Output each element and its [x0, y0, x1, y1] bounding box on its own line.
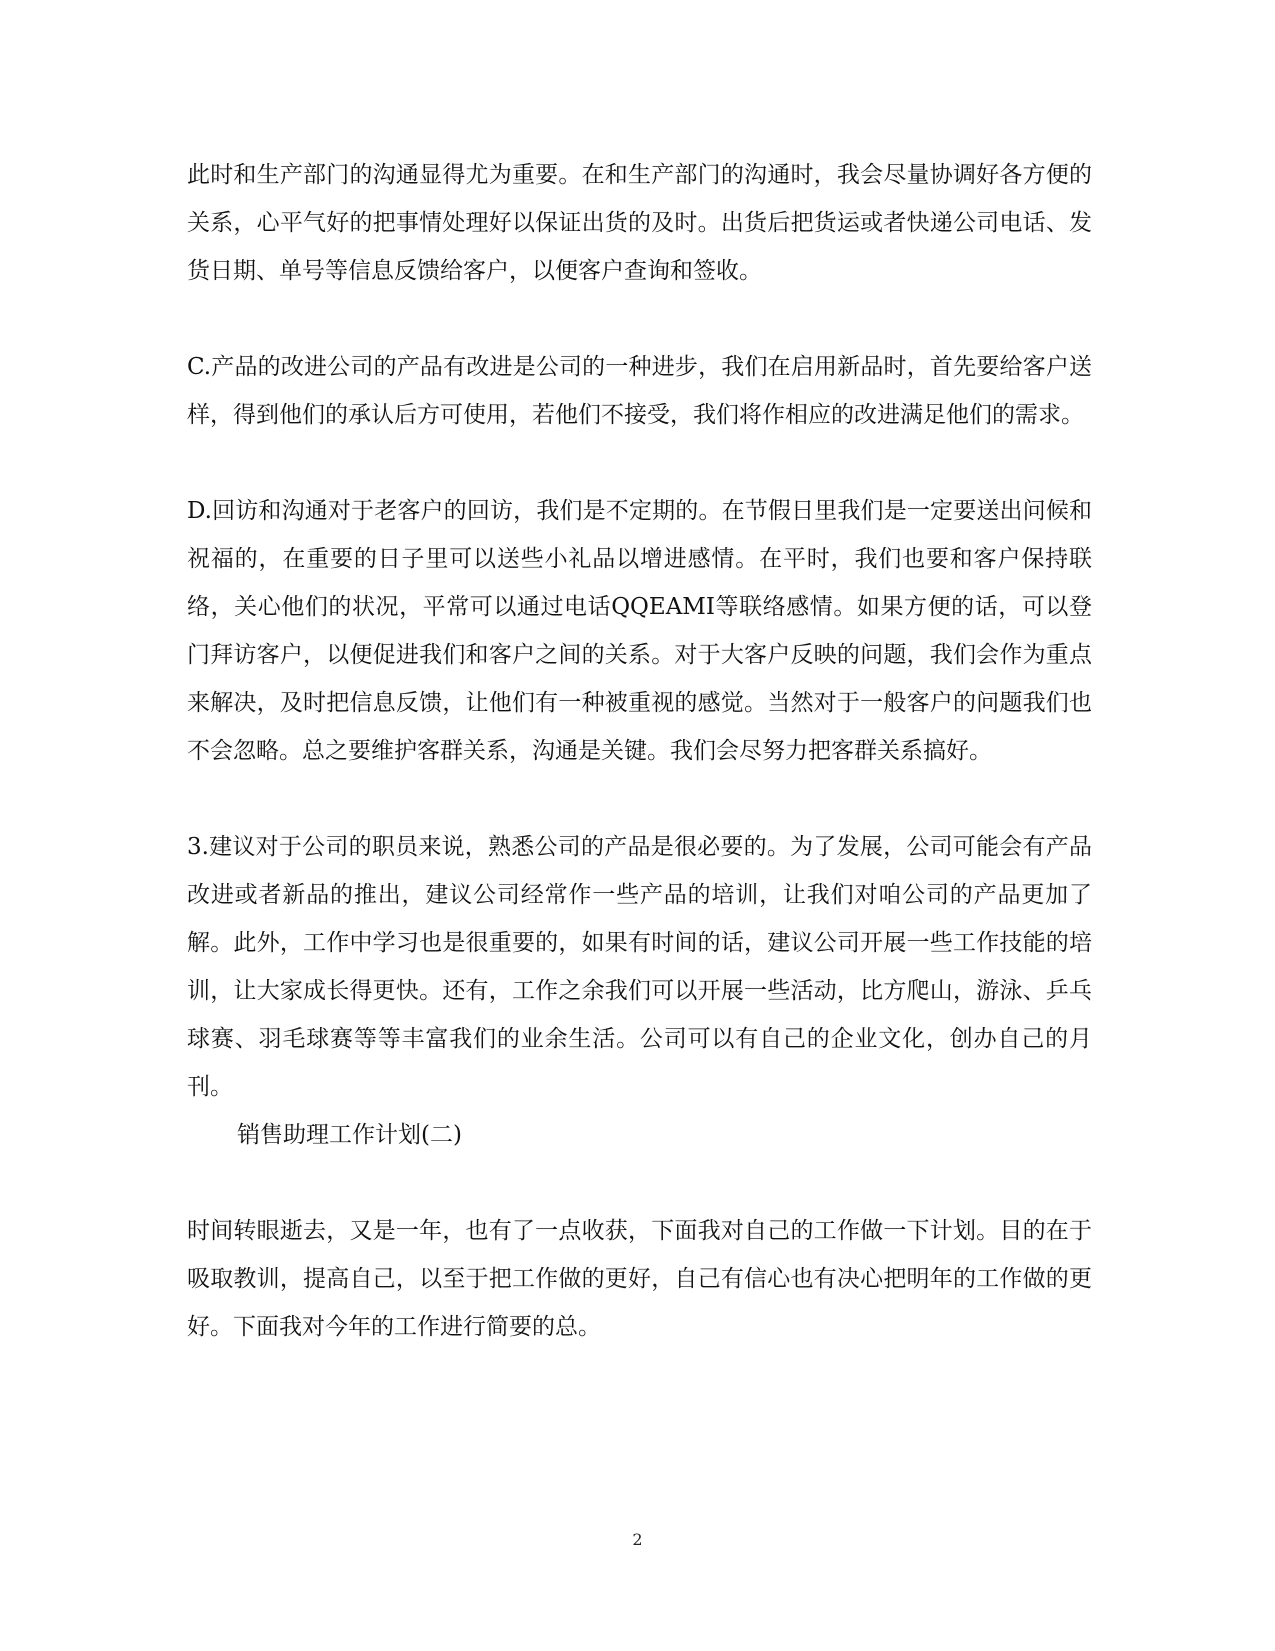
paragraph-product-improvement: C.产品的改进公司的产品有改进是公司的一种进步，我们在启用新品时，首先要给客户送样，得到他们的承认后方可使用，若他们不接受，我们将作相应的改进满足他们的需求。 — [187, 354, 1092, 428]
document-body — [187, 151, 1092, 1399]
page-number: 2 — [632, 1530, 643, 1549]
section-heading: 销售助理工作计划(二) — [237, 1122, 462, 1148]
paragraph-plan-intro: 时间转眼逝去，又是一年，也有了一点收获，下面我对自己的工作做一下计划。目的在于吸取教训，提高自己，以至于把工作做的更好，自己有信心也有决心把明年的工作做的更好。下面我对今年的工作进行简要的总。 — [187, 1218, 1092, 1340]
paragraph-suggestions: 3.建议对于公司的职员来说，熟悉公司的产品是很必要的。为了发展，公司可能会有产品改进或者新品的推出，建议公司经常作一些产品的培训，让我们对咱公司的产品更加了解。此外，工作中学习也是很重要的，如果有时间的话，建议公司开展一些工作技能的培训，让大家成长得更快。还有，工作之余我们可以开展一些活动，比方爬山，游泳、乒乓球赛、羽毛球赛等等丰富我们的业余生活。公司可以有自己的企业文化，创办自己的月刊。 — [187, 834, 1092, 1100]
paragraph-customer-followup: D.回访和沟通对于老客户的回访，我们是不定期的。在节假日里我们是一定要送出问候和祝福的，在重要的日子里可以送些小礼品以增进感情。在平时，我们也要和客户保持联络，关心他们的状况，平常可以通过电话QQEAMI等联络感情。如果方便的话，可以登门拜访客户，以便促进我们和客户之间的关系。对于大客户反映的问题，我们会作为重点来解决，及时把信息反馈，让他们有一种被重视的感觉。当然对于一般客户的问题我们也不会忽略。总之要维护客群关系，沟通是关键。我们会尽努力把客群关系搞好。 — [187, 498, 1092, 764]
paragraph-production-communication: 此时和生产部门的沟通显得尤为重要。在和生产部门的沟通时，我会尽量协调好各方便的关系，心平气好的把事情处理好以保证出货的及时。出货后把货运或者快递公司电话、发货日期、单号等信息反馈给客户，以便客户查询和签收。 — [187, 162, 1092, 284]
